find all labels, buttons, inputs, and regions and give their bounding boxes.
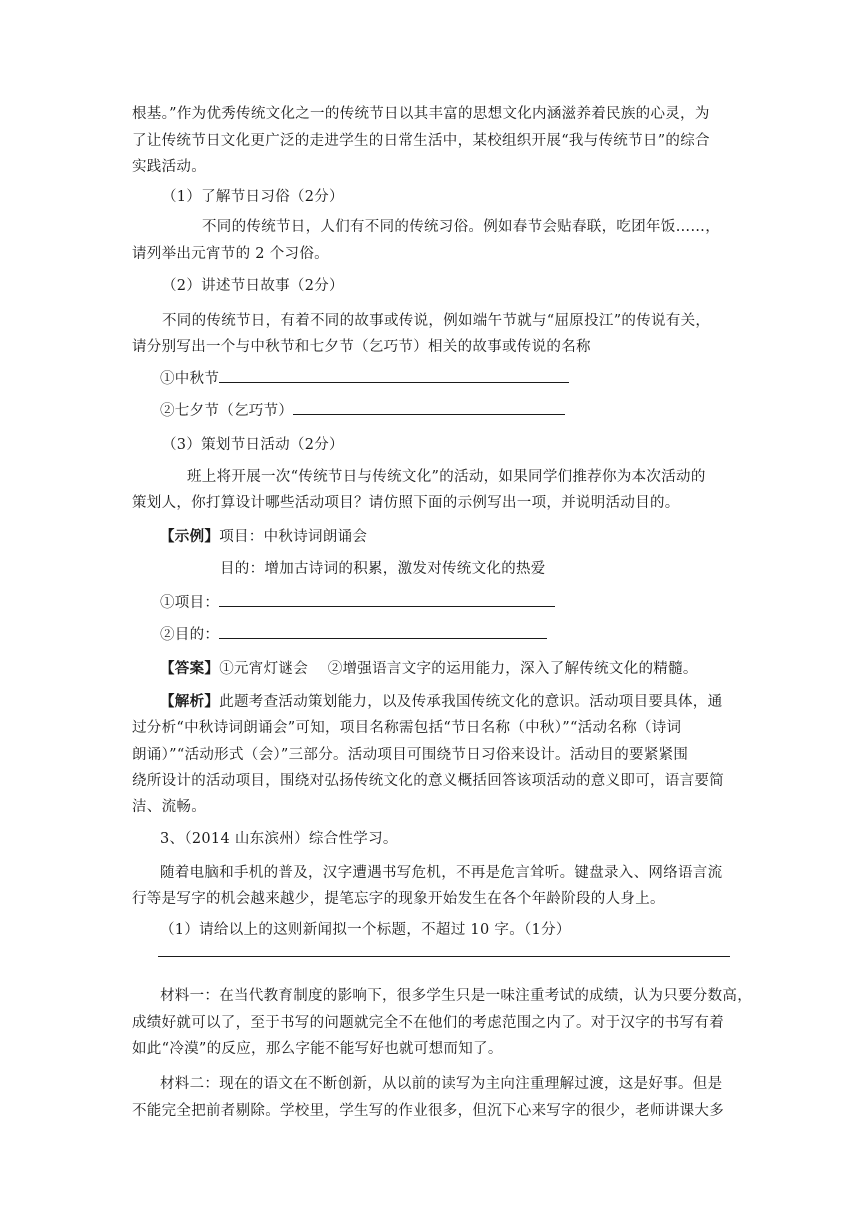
material1-line-2: 成绩好就可以了，至于书写的问题就完全不在他们的考虑范围之内了。对于汉字的书写有着: [132, 1015, 724, 1031]
q2-title: （2）讲述节日故事（2分）: [162, 278, 344, 294]
answer-row: [160, 659, 698, 679]
answer-tag: 【答案】: [160, 660, 220, 677]
example-item: 项目：中秋诗词朗诵会: [219, 529, 368, 545]
goal-row: [160, 624, 547, 645]
q2-line-2: 请分别写出一个与中秋节和七夕节（乞巧节）相关的故事或传说的名称: [132, 339, 591, 355]
mid-autumn-label: ①中秋节: [160, 371, 220, 387]
example-row: [160, 527, 367, 547]
section3-question-1: （1）请给以上的这则新闻拟一个标题，不超过 10 字。（1分）: [160, 922, 571, 938]
intro-line-3: 实践活动。: [132, 159, 206, 175]
q1-title: （1）了解节日习俗（2分）: [162, 189, 344, 205]
q1-line-2: 请列举出元宵节的 2 个习俗。: [132, 246, 329, 262]
material2-line-2: 不能完全把前者剔除。学校里，学生写的作业很多，但沉下心来写字的很少，老师讲课大多: [132, 1103, 724, 1119]
intro-line-1: 根基。”作为优秀传统文化之一的传统节日以其丰富的思想文化内涵滋养着民族的心灵，为: [132, 106, 710, 122]
example-goal: 目的：增加古诗词的积累，激发对传统文化的热爱: [220, 561, 546, 577]
analysis-tag: 【解析】: [160, 693, 220, 710]
title-answer-blank[interactable]: [158, 956, 730, 957]
analysis-line-1: 此题考查活动策划能力，以及传承我国传统文化的意识。活动项目要具体，通: [219, 694, 723, 710]
example-tag: 【示例】: [160, 528, 220, 545]
analysis-line-2: 过分析“中秋诗词朗诵会”可知，项目名称需包括“节日名称（中秋）”“活动名称（诗词: [132, 720, 682, 736]
mid-autumn-row: [160, 368, 569, 389]
item-row: [160, 592, 555, 613]
qixi-row: [160, 400, 565, 421]
mid-autumn-answer-blank[interactable]: [219, 368, 569, 383]
section3-title: 3、（2014 山东滨州）综合性学习。: [160, 831, 398, 847]
analysis-line-5: 洁、流畅。: [132, 799, 206, 815]
analysis-line-4: 绕所设计的活动项目，围绕对弘扬传统文化的意义概括回答该项活动的意义即可，语言要简: [132, 773, 724, 789]
q2-line-1: 不同的传统节日，有着不同的故事或传说，例如端午节就与“屈原投江”的传说有关，: [162, 313, 711, 329]
material1-line-3: 如此“冷漠”的反应，那么字能不能写好也就可想而知了。: [132, 1041, 503, 1057]
section3-line-1: 随着电脑和手机的普及，汉字遭遇书写危机，不再是危言耸听。键盘录入、网络语言流: [160, 865, 723, 881]
material2-line-1: 材料二：现在的语文在不断创新，从以前的读写为主向注重理解过渡，这是好事。但是: [160, 1076, 723, 1092]
intro-line-2: 了让传统节日文化更广泛的走进学生的日常生活中，某校组织开展“我与传统节日”的综合: [132, 133, 710, 149]
goal-label: ②目的：: [160, 627, 220, 643]
qixi-answer-blank[interactable]: [293, 400, 565, 415]
q3-line-2: 策划人，你打算设计哪些活动项目？请仿照下面的示例写出一项，并说明活动目的。: [132, 495, 680, 511]
q3-title: （3）策划节日活动（2分）: [162, 437, 344, 453]
goal-answer-blank[interactable]: [219, 624, 547, 639]
item-answer-blank[interactable]: [219, 592, 555, 607]
item-label: ①项目：: [160, 595, 220, 611]
qixi-label: ②七夕节（乞巧节）: [160, 403, 294, 419]
answer-text: ①元宵灯谜会 ②增强语言文字的运用能力，深入了解传统文化的精髓。: [219, 661, 698, 677]
q1-line-1: 不同的传统节日，人们有不同的传统习俗。例如春节会贴春联，吃团年饭……，: [202, 219, 720, 235]
section3-line-2: 行等是写字的机会越来越少，提笔忘字的现象开始发生在各个年龄阶段的人身上。: [132, 891, 665, 907]
q3-line-1: 班上将开展一次“传统节日与传统文化”的活动，如果同学们推荐你为本次活动的: [187, 469, 706, 485]
material1-line-1: 材料一：在当代教育制度的影响下，很多学生只是一味注重考试的成绩，认为只要分数高，: [160, 988, 752, 1004]
analysis-row: [160, 692, 722, 712]
analysis-line-3: 朗诵）”“活动形式（会）”三部分。活动项目可围绕节日习俗来设计。活动目的要紧紧围: [132, 747, 689, 763]
